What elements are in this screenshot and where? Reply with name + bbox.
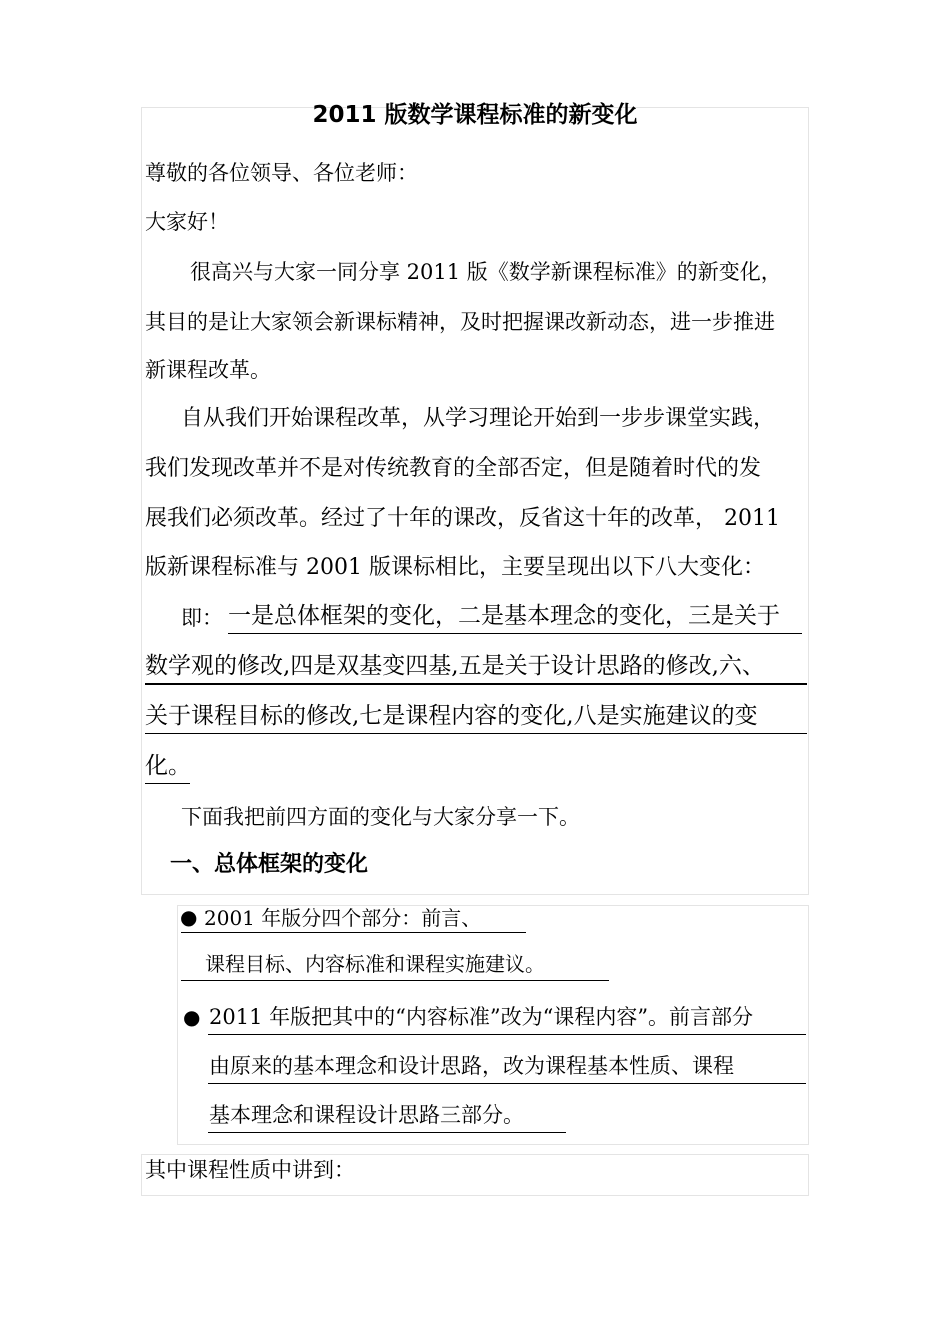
underline bbox=[208, 1132, 566, 1133]
reform-line: 我们发现改革并不是对传统教育的全部否定，但是随着时代的发 bbox=[145, 456, 762, 481]
underline bbox=[145, 733, 807, 734]
intro-line: 新课程改革。 bbox=[145, 358, 271, 382]
intro-line: 其目的是让大家领会新课标精神，及时把握课改新动态，进一步推进 bbox=[145, 310, 775, 334]
underline bbox=[181, 932, 526, 933]
eight-changes-line: 化。 bbox=[145, 753, 191, 779]
eight-changes-line: 一是总体框架的变化，二是基本理念的变化，三是关于 bbox=[228, 603, 780, 629]
bullet-line: 2001 年版分四个部分：前言、 bbox=[204, 906, 482, 930]
hello: 大家好！ bbox=[145, 210, 229, 234]
underline bbox=[145, 683, 807, 685]
page-title: 2011 版数学课程标准的新变化 bbox=[312, 102, 638, 128]
bullet-line: 由原来的基本理念和设计思路，改为课程基本性质、课程 bbox=[209, 1054, 734, 1078]
underline bbox=[208, 1034, 806, 1035]
eight-changes-line: 关于课程目标的修改,七是课程内容的变化,八是实施建议的变 bbox=[145, 703, 758, 729]
underline bbox=[181, 980, 609, 981]
nature-intro: 其中课程性质中讲到： bbox=[145, 1158, 355, 1182]
underline bbox=[208, 1083, 806, 1084]
bullet-line: 基本理念和课程设计思路三部分。 bbox=[209, 1103, 524, 1127]
reform-line: 自从我们开始课程改革，从学习理论开始到一步步课堂实践， bbox=[181, 406, 776, 431]
section-heading: 一、总体框架的变化 bbox=[170, 852, 369, 877]
text-frame-main bbox=[141, 107, 809, 895]
eight-changes-prefix: 即： bbox=[181, 606, 223, 630]
intro-line: 很高兴与大家一同分享 2011 版《数学新课程标准》的新变化， bbox=[190, 260, 782, 284]
greeting: 尊敬的各位领导、各位老师： bbox=[145, 161, 418, 185]
bullet-icon: ● bbox=[180, 905, 198, 929]
bullet-line: 2011 年版把其中的“内容标准”改为“课程内容”。前言部分 bbox=[209, 1005, 754, 1029]
bullet-line: 课程目标、内容标准和课程实施建议。 bbox=[205, 952, 545, 976]
reform-line: 展我们必须改革。经过了十年的课改，反省这十年的改革， 2011 bbox=[145, 506, 780, 531]
bullet-icon: ● bbox=[183, 1005, 201, 1029]
eight-changes-line: 数学观的修改,四是双基变四基,五是关于设计思路的修改,六、 bbox=[145, 653, 765, 679]
underline bbox=[145, 783, 190, 784]
reform-line: 版新课程标准与 2001 版课标相比，主要呈现出以下八大变化： bbox=[145, 555, 765, 580]
underline bbox=[228, 633, 802, 634]
share-line: 下面我把前四方面的变化与大家分享一下。 bbox=[181, 805, 580, 829]
